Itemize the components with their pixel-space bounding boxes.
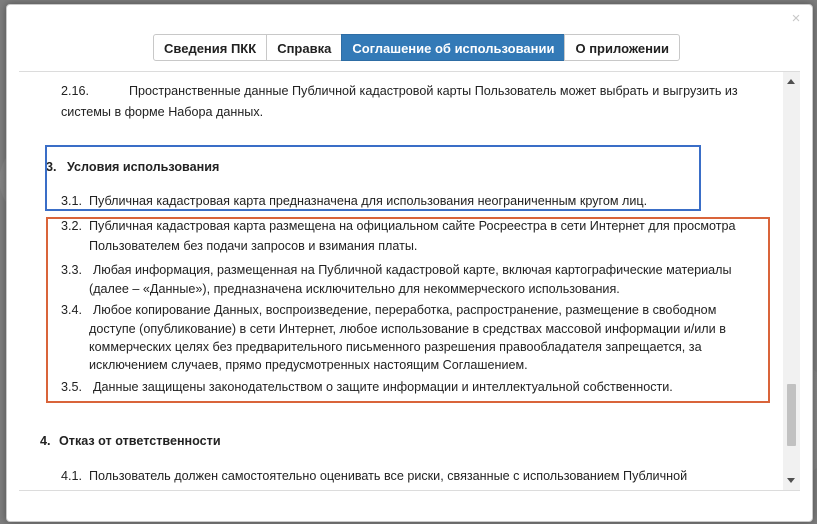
section-number: 3. [46,160,57,174]
scroll-up-icon[interactable] [787,79,795,84]
tab-pkk-info[interactable]: Сведения ПКК [153,34,267,61]
clause-3-3-cont: (далее – «Данные»), предназначена исключительно для некоммерческого использования. [89,282,620,296]
clause-text: Публичная кадастровая карта предназначена для использования неограниченным кругом лиц. [89,194,648,208]
clause-number: 3.2. [61,219,83,233]
clause-number: 3.3. [61,263,83,277]
section-4-heading [40,432,221,450]
clause-4-1 [61,467,687,485]
section-title: Отказ от ответственности [59,434,221,448]
dialog-tabs [153,34,680,61]
scrollbar-thumb[interactable] [787,384,796,446]
clause-number: 3.5. [61,380,83,394]
clause-text: Пространственные данные Публичной кадастровой карты Пользователь может выбрать и выгрузить из [129,84,738,98]
clause-3-4-cont: коммерческих целях без предварительного письменного разрешения правообладателя запрещается, за [89,340,702,354]
close-icon[interactable]: × [791,10,801,27]
clause-2-16 [61,82,738,100]
tab-about[interactable]: О приложении [564,34,679,61]
clause-number: 3.4. [61,303,83,317]
tab-help[interactable]: Справка [266,34,342,61]
agreement-content[interactable] [19,71,800,491]
blue-highlight-box [45,145,701,211]
clause-text: Любое копирование Данных, воспроизведение, переработка, распространение, размещение в свободном [93,303,717,317]
clause-number: 2.16. [61,84,90,98]
clause-3-2-cont: Пользователем без подачи запросов и взимания платы. [89,239,418,253]
section-title: Условия использования [67,160,220,174]
scroll-down-icon[interactable] [787,478,795,483]
clause-text: Пользователь должен самостоятельно оценивать все риски, связанные с использованием Публичной [89,469,688,483]
clause-3-4-cont: доступе (опубликование) в сети Интернет, любое использование в средствах массовой информации и/или в [89,322,726,336]
clause-number: 3.1. [61,194,83,208]
red-highlight-box [46,217,770,403]
vertical-scrollbar[interactable] [783,72,800,490]
clause-text: Данные защищены законодательством о защите информации и интеллектуальной собственности. [93,380,673,394]
clause-number: 4.1. [61,469,83,483]
tab-usage-agreement[interactable]: Соглашение об использовании [341,34,565,61]
clause-text: Публичная кадастровая карта размещена на официальном сайте Росреестра в сети Интернет для просмотра [89,219,736,233]
section-number: 4. [40,434,51,448]
clause-text: Любая информация, размещенная на Публичной кадастровой карте, включая картографические материалы [93,263,732,277]
info-dialog [6,4,813,522]
clause-2-16-cont: системы в форме Набора данных. [61,105,264,119]
clause-3-4-cont: исключением случаев, прямо предусмотренных настоящим Соглашением. [89,358,528,372]
